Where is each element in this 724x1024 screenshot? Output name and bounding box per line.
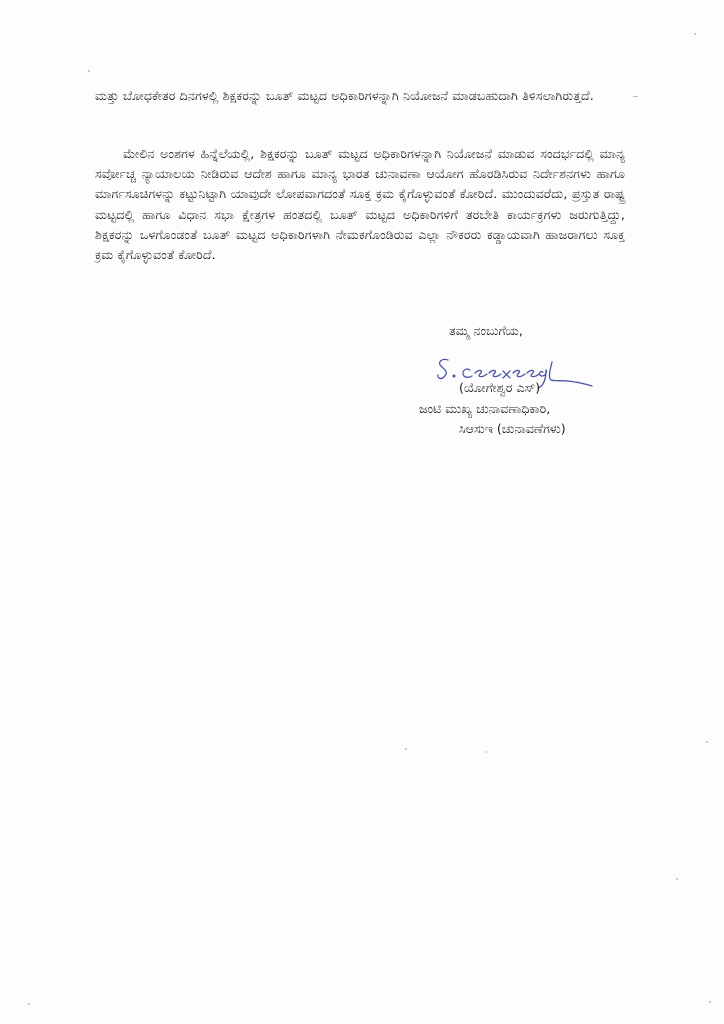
scan-speck: [88, 70, 90, 72]
signer-name: (ಯೋಗೇಶ್ವರ ಎಸ್): [459, 380, 541, 395]
scan-speck: [676, 878, 678, 880]
paragraph-request: ಮೇಲಿನ ಅಂಶಗಳ ಹಿನ್ನೆಲೆಯಲ್ಲಿ, ಶಿಕ್ಷಕರನ್ನು ಬೂತ್ ಮಟ್ಟದ ಅಧಿಕಾರಿಗಳನ್ನಾಗಿ ನಿಯೋಜನೆ ಮಾಡುವ ಸಂದರ್ಭದಲ್ಲಿ ಮಾನ್ಯ ಸರ್ವೋಚ್ಚ ನ್ಯಾಯಾಲಯ ನೀಡಿರುವ ಆದೇಶ ಹಾಗೂ ಮಾನ್ಯ ಭಾರತ ಚುನಾವಣಾ ಆಯೋಗ ಹೊರಡಿಸಿರುವ ನಿರ್ದೇಶನಗಳು ಹಾಗೂ ಮಾರ್ಗಸೂಚಿಗಳನ್ನು ಕಟ್ಟುನಿಟ್ಟಾಗಿ ಯಾವುದೇ ಲೋಪವಾಗದಂತೆ ಸೂಕ್ತ ಕ್ರಮ ಕೈಗೊಳ್ಳುವಂತೆ ಕೋರಿದೆ. ಮುಂದುವರೆದು, ಪ್ರಸ್ತುತ ರಾಷ್ಟ್ರ ಮಟ್ಟದಲ್ಲಿ ಹಾಗೂ ವಿಧಾನ ಸಭಾ ಕ್ಷೇತ್ರಗಳ ಹಂತದಲ್ಲಿ ಬೂತ್ ಮಟ್ಟದ ಅಧಿಕಾರಿಗಳಿಗೆ ತರಬೇತಿ ಕಾರ್ಯಕ್ರಗಳು ಜರುಗುತ್ತಿದ್ದು, ಶಿಕ್ಷಕರನ್ನು ಒಳಗೊಂಡಂತೆ ಬೂತ್ ಮಟ್ಟದ ಅಧಿಕಾರಿಗಳಾಗಿ ನೇಮಕಗೊಂಡಿರುವ ಎಲ್ಲಾ ನೌಕರರು ಕಡ್ಡಾಯವಾಗಿ ಹಾಜರಾಗಲು ಸೂಕ್ತ ಕ್ರಮ ಕೈಗೊಳ್ಳುವಂತೆ ಕೋರಿದೆ.: [95, 146, 625, 263]
scan-speck: [709, 1001, 711, 1003]
scan-speck: [706, 741, 708, 743]
paragraph-continuation: ಮತ್ತು ಬೋಧಕೇತರ ದಿನಗಳಲ್ಲಿ ಶಿಕ್ಷಕರನ್ನು ಬೂತ್ ಮಟ್ಟದ ಅಧಿಕಾರಿಗಳನ್ನಾಗಿ ನಿಯೋಜನೆ ಮಾಡಬಹುದಾಗಿ ತಿಳಿಸಲಾಗಿರುತ್ತದೆ.: [95, 88, 594, 103]
scan-speck: [694, 33, 696, 35]
scan-speck: [486, 751, 487, 753]
signer-department: ಸಿಆಸುಇ (ಚುನಾವಣೆಗಳು): [459, 421, 566, 436]
closing-salutation: ತಮ್ಮ ನಂಬುಗೆಯ,: [449, 323, 523, 338]
signer-designation: ಜಂಟಿ ಮುಖ್ಯ ಚುನಾವಣಾಧಿಕಾರಿ,: [419, 401, 551, 416]
scan-speck: [405, 748, 407, 750]
scan-speck: [28, 1003, 30, 1005]
scan-speck: [633, 96, 638, 97]
